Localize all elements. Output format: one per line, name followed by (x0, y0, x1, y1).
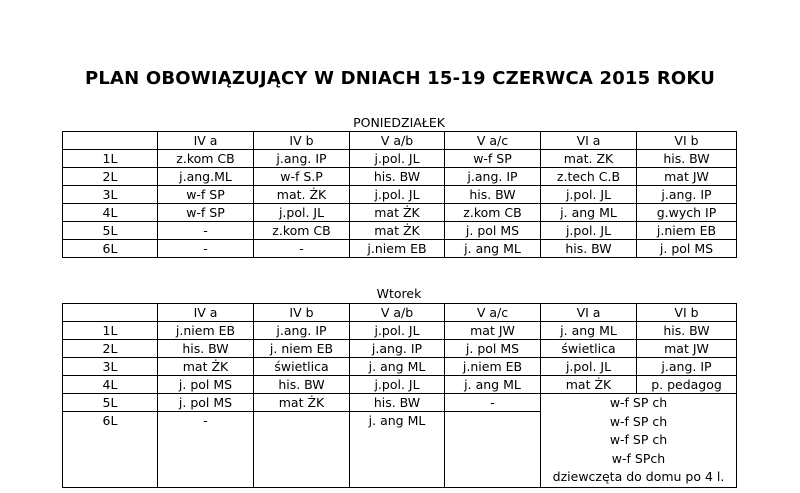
table-row (63, 186, 737, 204)
lesson-number: 4L (63, 376, 158, 394)
table-cell: j. niem EB (254, 340, 350, 358)
table-cell: his. BW (445, 186, 541, 204)
timetable-tuesday (62, 303, 737, 488)
column-header (63, 304, 158, 322)
table-cell: mat JW (637, 340, 737, 358)
table-cell: j.pol. JL (541, 222, 637, 240)
table-header-row (63, 304, 737, 322)
table-cell: j.ang. IP (254, 150, 350, 168)
table-cell: j.ang.ML (158, 168, 254, 186)
column-header: VI b (637, 304, 737, 322)
table-cell: his. BW (158, 340, 254, 358)
table-cell: j.ang. IP (637, 358, 737, 376)
table-cell: j. ang ML (445, 376, 541, 394)
table-cell: - (445, 394, 541, 412)
table-cell: mat. ŻK (254, 186, 350, 204)
merged-line: w-f SP ch (609, 395, 668, 410)
table-row (63, 240, 737, 258)
table-cell: j.niem EB (350, 240, 445, 258)
merged-line: w-f SP ch (609, 432, 668, 448)
table-row (63, 340, 737, 358)
table-cell: j.pol. JL (541, 358, 637, 376)
table-cell: j.niem EB (445, 358, 541, 376)
table-cell: j. pol MS (445, 340, 541, 358)
table-row (63, 150, 737, 168)
table-cell: mat JW (445, 322, 541, 340)
table-cell: z.kom CB (254, 222, 350, 240)
table-cell: j. ang ML (350, 358, 445, 376)
table-cell: j.pol. JL (350, 186, 445, 204)
column-header: VI a (541, 304, 637, 322)
lesson-number: 1L (63, 322, 158, 340)
table-cell: w-f SP (158, 186, 254, 204)
day-heading-monday: PONIEDZIAŁEK (353, 115, 445, 130)
table-cell: his. BW (350, 168, 445, 186)
column-header: V a/c (445, 132, 541, 150)
lesson-number: 6L (63, 412, 158, 488)
table-cell: mat. ZK (541, 150, 637, 168)
lesson-number: 5L (63, 222, 158, 240)
table-cell: świetlica (254, 358, 350, 376)
table-row (63, 322, 737, 340)
table-cell: mat ŻK (541, 376, 637, 394)
table-row (63, 204, 737, 222)
table-cell: his. BW (637, 150, 737, 168)
column-header: IV a (158, 304, 254, 322)
day-heading-tuesday: Wtorek (376, 286, 422, 301)
table-cell: j.pol. JL (541, 186, 637, 204)
timetable-monday (62, 131, 737, 258)
table-cell: z.kom CB (445, 204, 541, 222)
table-cell: mat ŻK (350, 222, 445, 240)
table-header-row (63, 132, 737, 150)
table-cell: his. BW (541, 240, 637, 258)
table-row (63, 358, 737, 376)
table-cell: his. BW (350, 394, 445, 412)
table-cell: w-f SP (445, 150, 541, 168)
table-row (63, 376, 737, 394)
table-cell: j. pol MS (637, 240, 737, 258)
table-cell: mat JW (637, 168, 737, 186)
table-row (63, 222, 737, 240)
table-cell: mat ŻK (350, 204, 445, 222)
table-cell (254, 412, 350, 488)
table-cell: j.niem EB (637, 222, 737, 240)
column-header: V a/b (350, 304, 445, 322)
table-cell: z.tech C.B (541, 168, 637, 186)
table-cell: - (158, 222, 254, 240)
table-cell: z.kom CB (158, 150, 254, 168)
table-cell: - (158, 412, 254, 488)
column-header: V a/c (445, 304, 541, 322)
table-cell: j. ang ML (541, 204, 637, 222)
table-row (63, 394, 737, 412)
lesson-number: 6L (63, 240, 158, 258)
table-cell: j.ang. IP (254, 322, 350, 340)
table-cell: j. pol MS (158, 376, 254, 394)
merged-line: w-f SP ch (609, 413, 668, 429)
column-header: VI b (637, 132, 737, 150)
lesson-number: 5L (63, 394, 158, 412)
table-row (63, 168, 737, 186)
column-header: IV b (254, 304, 350, 322)
lesson-number: 1L (63, 150, 158, 168)
table-cell: j.niem EB (158, 322, 254, 340)
table-cell: j.ang. IP (350, 340, 445, 358)
column-header: VI a (541, 132, 637, 150)
table-cell (445, 412, 541, 488)
merged-cell-vi (541, 394, 737, 488)
lesson-number: 4L (63, 204, 158, 222)
table-cell: g.wych IP (637, 204, 737, 222)
merged-line: dziewczęta do domu po 4 l. (552, 469, 725, 485)
lesson-number: 3L (63, 358, 158, 376)
table-cell: j. ang ML (445, 240, 541, 258)
table-cell: j.ang. IP (637, 186, 737, 204)
lesson-number: 2L (63, 168, 158, 186)
lesson-number: 3L (63, 186, 158, 204)
table-cell: - (254, 240, 350, 258)
table-cell: - (158, 240, 254, 258)
page-title: PLAN OBOWIĄZUJĄCY W DNIACH 15-19 CZERWCA 2015 ROKU (84, 68, 716, 89)
table-cell: j. pol MS (158, 394, 254, 412)
table-cell: w-f S.P (254, 168, 350, 186)
table-cell: his. BW (254, 376, 350, 394)
column-header (63, 132, 158, 150)
table-cell: świetlica (541, 340, 637, 358)
column-header: IV b (254, 132, 350, 150)
column-header: V a/b (350, 132, 445, 150)
merged-line: w-f SPch (611, 450, 666, 466)
table-cell: j.pol. JL (350, 322, 445, 340)
table-cell: mat ŻK (254, 394, 350, 412)
column-header: IV a (158, 132, 254, 150)
lesson-number: 2L (63, 340, 158, 358)
table-cell: his. BW (637, 322, 737, 340)
table-cell: mat ŻK (158, 358, 254, 376)
table-cell: j.pol. JL (350, 150, 445, 168)
table-cell: p. pedagog (637, 376, 737, 394)
table-cell: j. ang ML (350, 412, 445, 488)
table-cell: j. ang ML (541, 322, 637, 340)
table-cell: j.pol. JL (350, 376, 445, 394)
table-cell: j. pol MS (445, 222, 541, 240)
table-cell: j.pol. JL (254, 204, 350, 222)
table-cell: j.ang. IP (445, 168, 541, 186)
table-cell: w-f SP (158, 204, 254, 222)
